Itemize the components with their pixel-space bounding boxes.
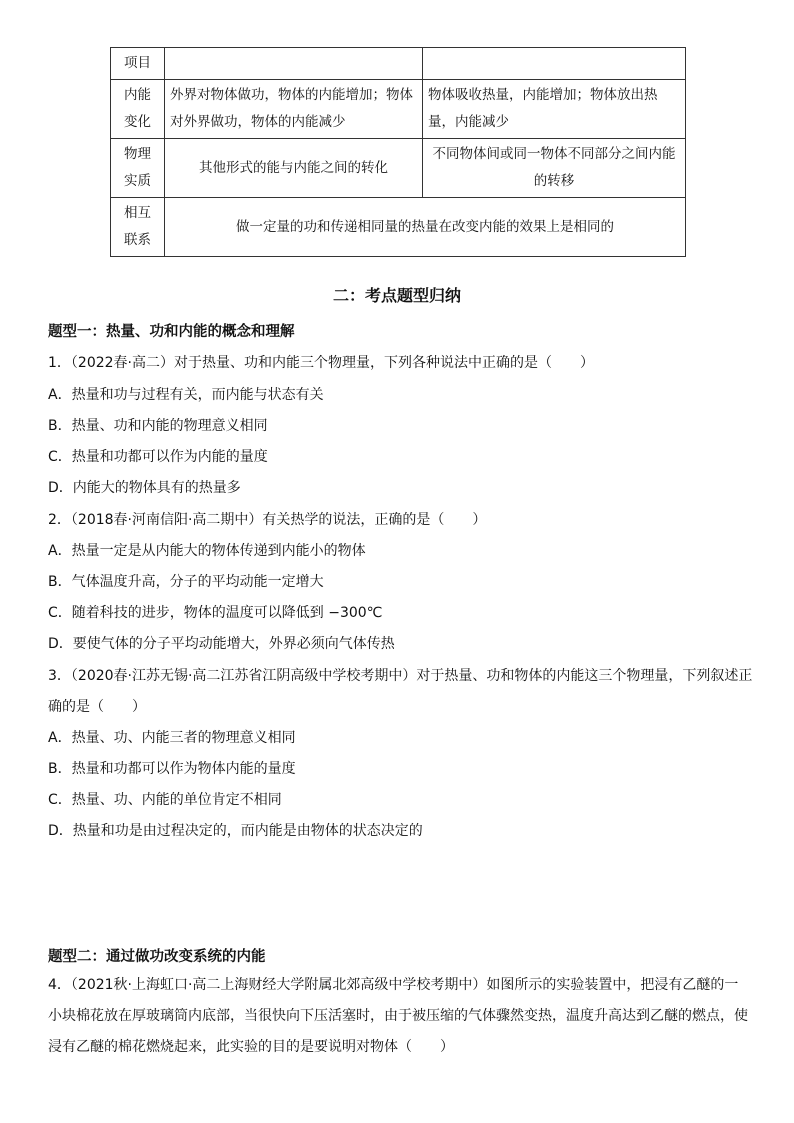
row-label: 相互 联系 xyxy=(111,198,165,257)
q3-option-c: C．热量、功、内能的单位肯定不相同 xyxy=(48,792,282,808)
q1-stem: 1．（2022春·高二）对于热量、功和内能三个物理量，下列各种说法中正确的是（ ） xyxy=(48,355,594,371)
q4-stem: 4．（2021秋·上海虹口·高二上海财经大学附属北郊高级中学校考期中）如图所示的实验装置中，把浸有乙醚的一小块棉花放在厚玻璃筒内底部，当很快向下压活塞时，由于被压缩的气体骤然变热，温度升高达到乙醚的燃点，使浸有乙醚的棉花燃烧起来，此实验的目的是要说明对物体（ ） xyxy=(48,977,748,1055)
table-header-heat xyxy=(423,48,686,80)
q2-option-c: C．随着科技的进步，物体的温度可以降低到 −300℃ xyxy=(48,605,383,621)
table-cell: 外界对物体做功，物体的内能增加；物体对外界做功，物体的内能减少 xyxy=(165,80,423,139)
row-label: 内能 变化 xyxy=(111,80,165,139)
q1-option-d: D．内能大的物体具有的热量多 xyxy=(48,480,241,496)
table-cell-merged: 做一定量的功和传递相同量的热量在改变内能的效果上是相同的 xyxy=(165,198,686,257)
q3-option-b: B．热量和功都可以作为物体内能的量度 xyxy=(48,761,296,777)
table-cell: 不同物体间或同一物体不同部分之间内能的转移 xyxy=(423,139,686,198)
table-row xyxy=(111,198,686,257)
q3-stem-line2: 确的是（ ） xyxy=(48,699,146,715)
q3-option-d: D．热量和功是由过程决定的，而内能是由物体的状态决定的 xyxy=(48,823,423,839)
q2-option-d: D．要使气体的分子平均动能增大，外界必须向气体传热 xyxy=(48,636,395,652)
row-label: 物理 实质 xyxy=(111,139,165,198)
q1-option-a: A．热量和功与过程有关，而内能与状态有关 xyxy=(48,387,324,403)
table-row xyxy=(111,48,686,80)
table-row xyxy=(111,139,686,198)
q1-option-b: B．热量、功和内能的物理意义相同 xyxy=(48,418,268,434)
q2-option-b: B．气体温度升高，分子的平均动能一定增大 xyxy=(48,574,324,590)
table-row xyxy=(111,80,686,139)
type2-heading: 题型二：通过做功改变系统的内能 xyxy=(48,949,266,965)
table-cell: 其他形式的能与内能之间的转化 xyxy=(165,139,423,198)
q2-stem: 2．（2018春·河南信阳·高二期中）有关热学的说法，正确的是（ ） xyxy=(48,512,487,528)
q1-option-c: C．热量和功都可以作为内能的量度 xyxy=(48,449,268,465)
q3-stem-line1: 3．（2020春·江苏无锡·高二江苏省江阴高级中学校考期中）对于热量、功和物体的内能这三个物理量，下列叙述正 xyxy=(48,668,753,684)
table-cell: 物体吸收热量，内能增加；物体放出热量，内能减少 xyxy=(423,80,686,139)
q3-option-a: A．热量、功、内能三者的物理意义相同 xyxy=(48,730,296,746)
comparison-table xyxy=(110,47,686,257)
type1-heading: 题型一：热量、功和内能的概念和理解 xyxy=(48,324,295,340)
section-title: 二：考点题型归纳 xyxy=(332,286,461,305)
table-header-item: 项目 xyxy=(111,48,165,80)
table-header-work xyxy=(165,48,423,80)
q2-option-a: A．热量一定是从内能大的物体传递到内能小的物体 xyxy=(48,543,366,559)
